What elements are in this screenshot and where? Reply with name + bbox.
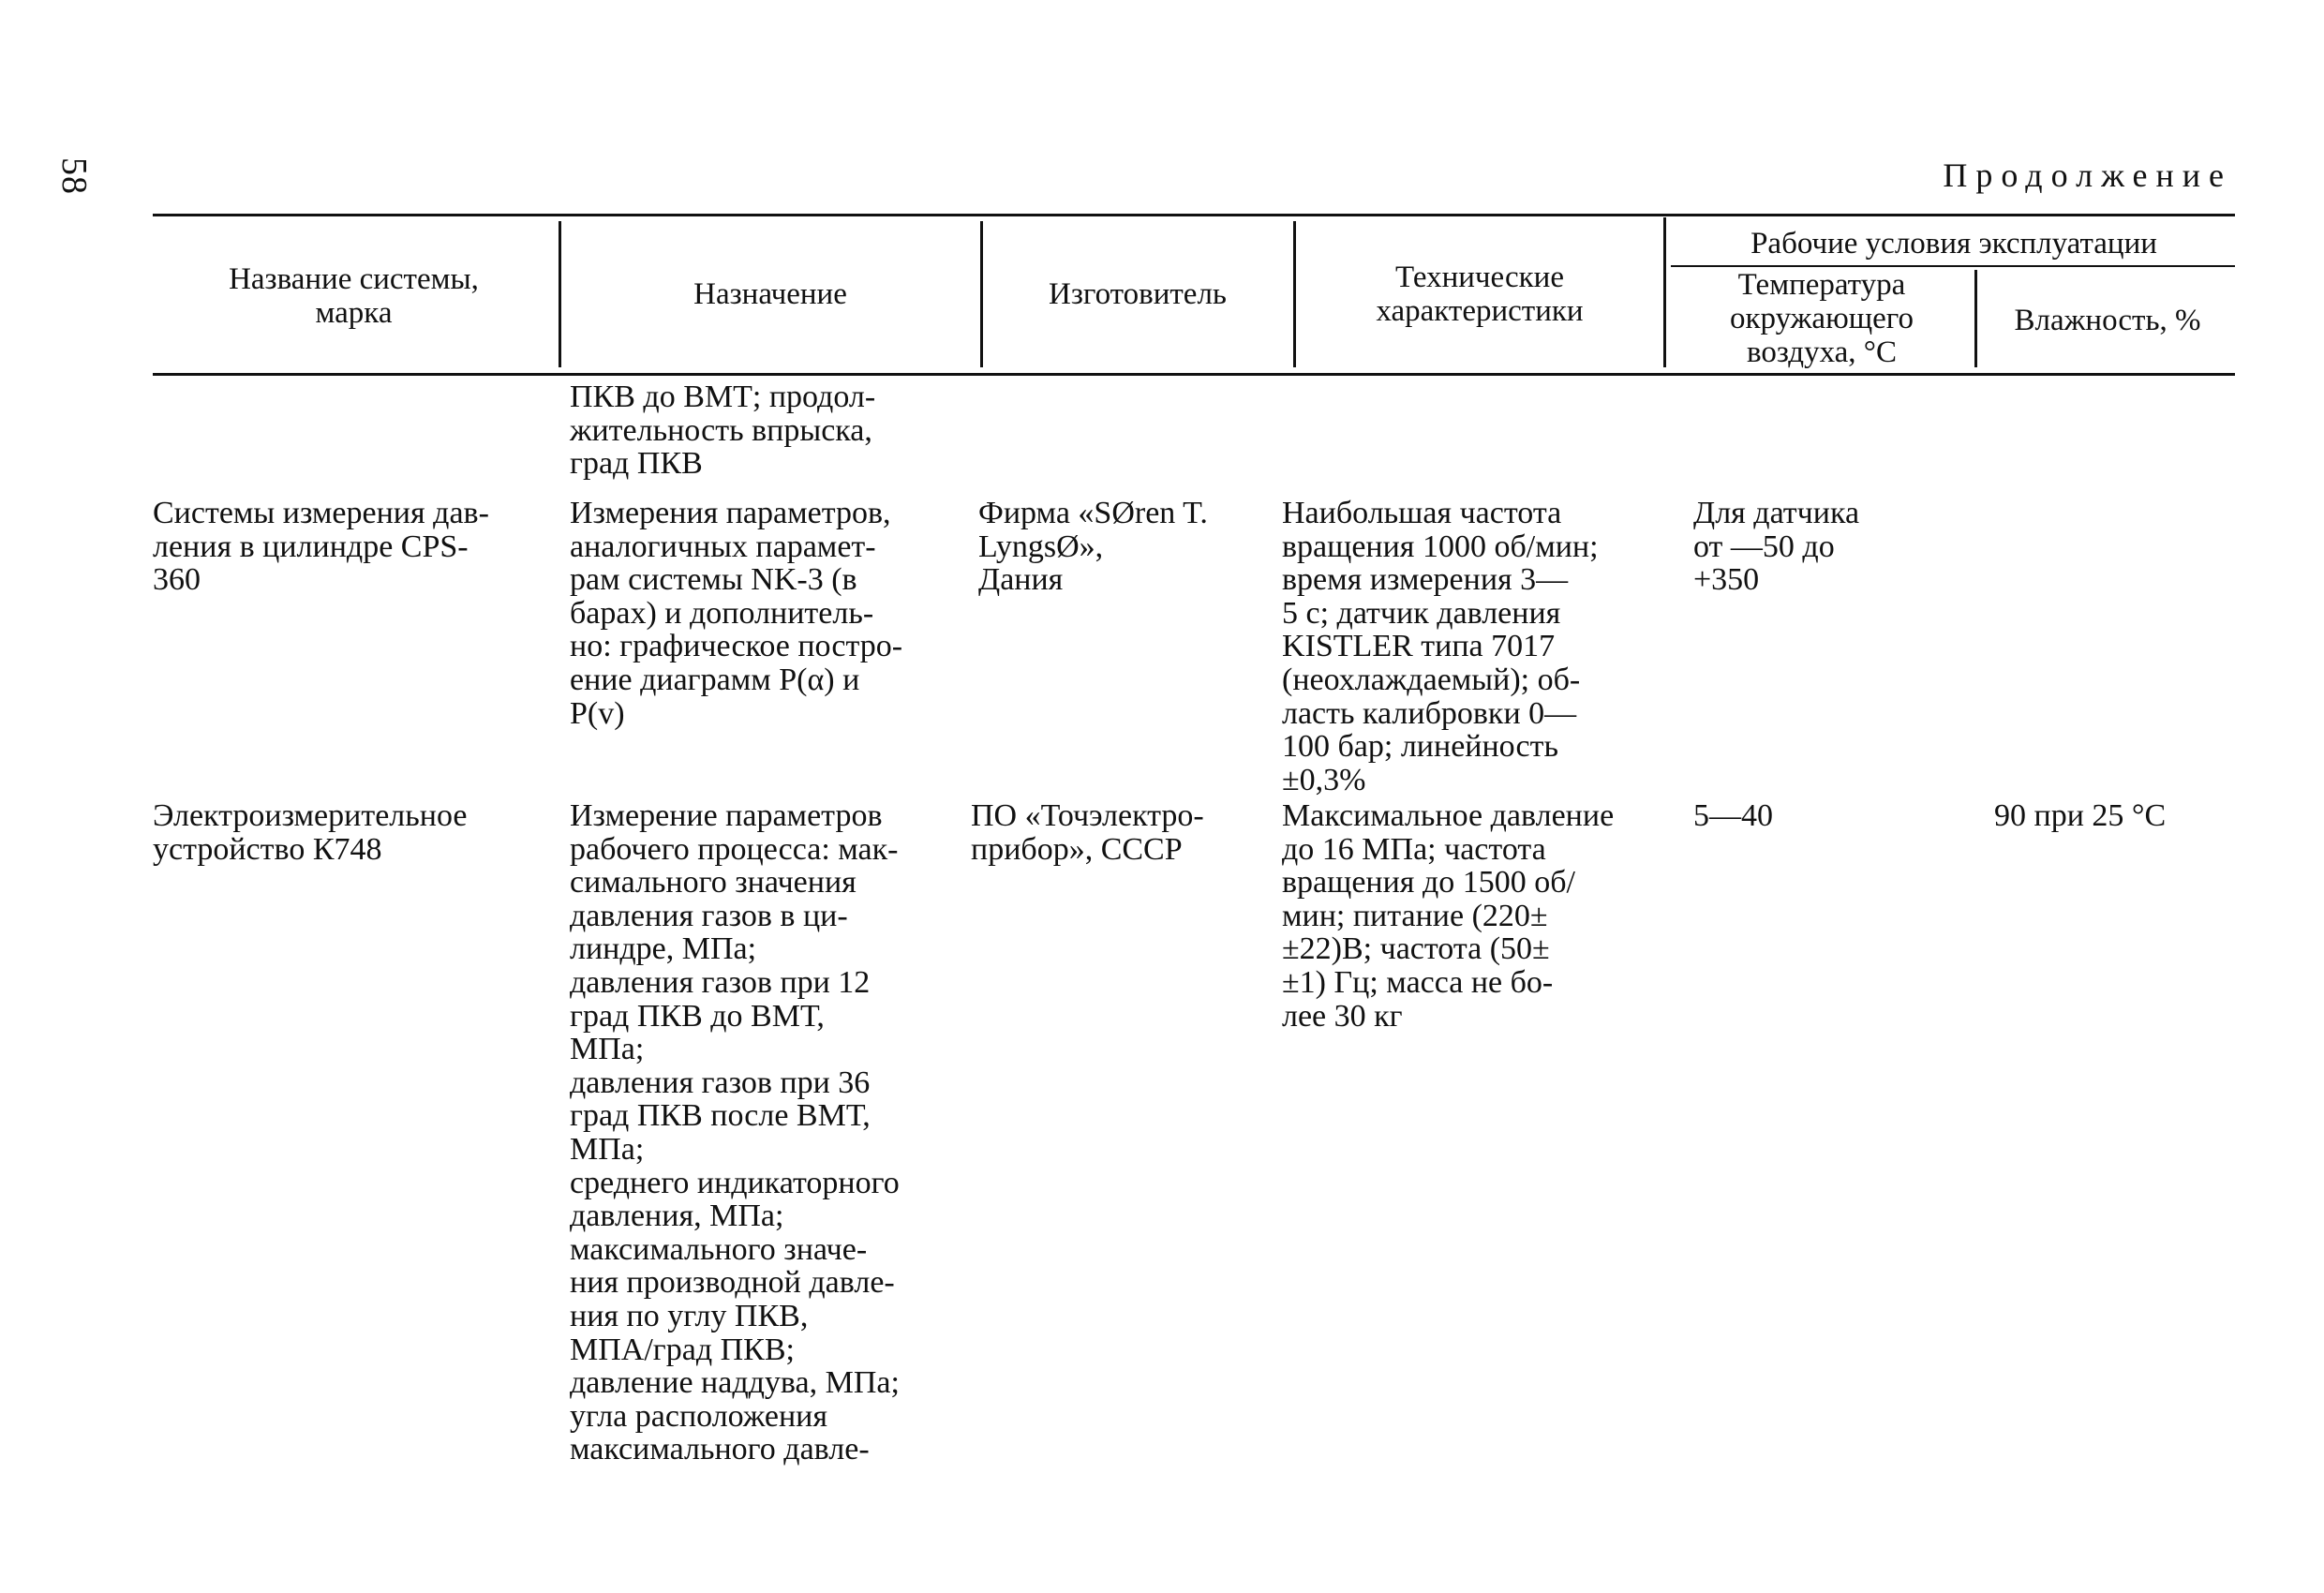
table-top-rule xyxy=(153,214,2235,216)
row-2-humidity: 90 при 25 °С xyxy=(1994,798,2167,833)
header-divider-4 xyxy=(1663,217,1666,367)
header-conditions: Рабочие условия эксплуатации xyxy=(1750,227,2157,261)
row-1-maker: Фирма «SØren T. LyngsØ», Дания xyxy=(978,496,1208,598)
row-2-maker: ПО «Точэлектро- прибор», СССР xyxy=(971,798,1204,867)
row-1-name: Системы измерения дав- ления в цилиндре CPS- 360 xyxy=(153,496,489,598)
row-1-temp: Для датчика от —50 до +350 xyxy=(1693,496,1860,598)
conditions-sub-rule xyxy=(1671,265,2235,267)
header-name: Название системы, марка xyxy=(229,262,479,330)
header-bottom-rule xyxy=(153,373,2235,376)
header-divider-2 xyxy=(980,221,983,367)
row-1-purpose: Измерения параметров, аналогичных парамет- рам системы NK-3 (в барах) и дополнитель- но: графическое постро- ение диаграмм P(α) и P(v) xyxy=(570,496,903,731)
header-divider-3 xyxy=(1293,221,1296,367)
row-0-purpose: ПКВ до ВМТ; продол- жительность впрыска, град ПКВ xyxy=(570,380,876,482)
row-2-tech: Максимальное давление до 16 МПа; частота вращения до 1500 об/ мин; питание (220± ±22)В; частота (50± ±1) Гц; масса не бо- лее 30 кг xyxy=(1282,798,1615,1034)
continuation-label: Продолжение xyxy=(1943,156,2232,194)
header-divider-1 xyxy=(559,221,561,367)
row-2-name: Электроизмерительное устройство К748 xyxy=(153,798,468,867)
header-maker: Изготовитель xyxy=(1049,277,1227,311)
header-humidity: Влажность, % xyxy=(2014,304,2201,337)
row-2-purpose: Измерение параметров рабочего процесса: мак- симального значения давления газов в ци- линдре, МПа; давления газов при 12 град ПКВ до ВМТ, МПа; давления газов при 36 град ПКВ после ВМТ, МПа; среднего индикаторного давления, МПа; максимального значе- ния производной давле- ния по углу ПКВ, МПА/град ПКВ; давление наддува, МПа; угла расположения максимального давле- xyxy=(570,798,900,1467)
page-number: 58 xyxy=(54,157,94,195)
header-divider-5 xyxy=(1974,270,1977,367)
header-temp: Температура окружающего воздуха, °С xyxy=(1729,268,1914,369)
row-1-tech: Наибольшая частота вращения 1000 об/мин; время измерения 3— 5 с; датчик давления KISTLER типа 7017 (неохлаждаемый); об- ласть калибровки 0— 100 бар; линейность ±0,3% xyxy=(1282,496,1599,797)
header-purpose: Назначение xyxy=(693,277,847,311)
row-2-temp: 5—40 xyxy=(1693,798,1773,833)
header-tech: Технические характеристики xyxy=(1376,261,1584,328)
